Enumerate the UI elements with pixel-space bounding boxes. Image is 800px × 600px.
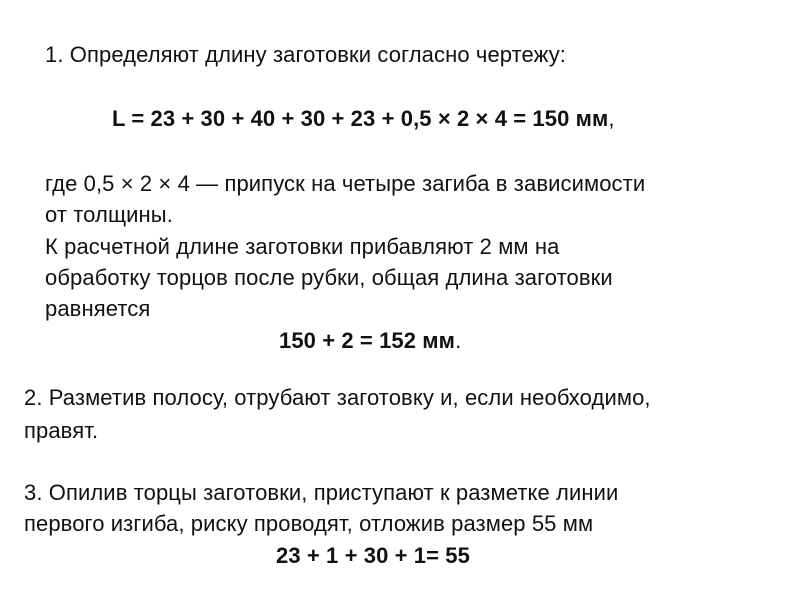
step1-intro: 1. Определяют длину заготовки согласно чертежу: [45,42,567,67]
bend-mark-formula: 23 + 1 + 30 + 1= 55 [276,543,470,568]
trim-allowance-line1: К расчетной длине заготовки прибавляют 2 мм на [45,234,560,259]
total-length-period: . [455,328,462,353]
step2-line1: 2. Разметив полосу, отрубают заготовку и, если необходимо, [24,385,651,410]
length-formula-comma: , [608,106,615,131]
length-formula [112,106,615,132]
step3-line1: 3. Опилив торцы заготовки, приступают к разметке линии [24,480,619,505]
step2-line2: правят. [24,418,99,443]
step3-line2: первого изгиба, риску проводят, отложив размер 55 мм [24,511,594,536]
total-length-formula [279,328,461,354]
allowance-explanation-line1: где 0,5 × 2 × 4 — припуск на четыре загиба в зависимости [45,171,646,196]
length-formula-text: L = 23 + 30 + 40 + 30 + 23 + 0,5 × 2 × 4 = 150 мм [112,106,609,131]
allowance-explanation-line2: от толщины. [45,202,173,227]
total-length-text: 150 + 2 = 152 мм [279,328,456,353]
trim-allowance-line2: обработку торцов после рубки, общая длина заготовки [45,265,613,290]
trim-allowance-line3: равняется [45,296,151,321]
